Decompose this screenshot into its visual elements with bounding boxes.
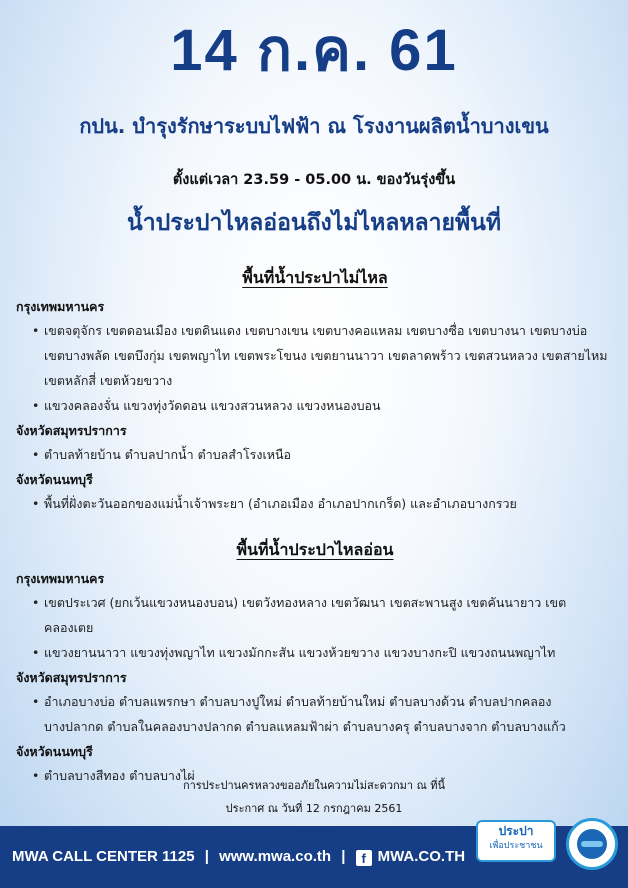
list-item: เขตบางพลัด เขตบึงกุ่ม เขตพญาไท เขตพระโขนง เขตยานนาวา เขตลาดพร้าว เขตสวนหลวง เขตสายไหม <box>44 348 608 363</box>
date-heading: 14 ก.ค. 61 <box>170 18 458 83</box>
area-list <box>16 442 614 467</box>
time-range: ตั้งแต่เวลา 23.59 - 05.00 น. ของวันรุ่งขึ้น <box>172 172 456 188</box>
list-item: • แขวงยานนาวา แขวงทุ่งพญาไท แขวงมักกะสัน แขวงห้วยขวาง แขวงบางกะปิ แขวงถนนพญาไท <box>32 640 614 665</box>
mwa-emblem-icon <box>566 818 618 870</box>
prapa-logo <box>476 820 556 862</box>
footer-contact <box>12 846 465 868</box>
region-name: จังหวัดสมุทรปราการ <box>16 670 127 685</box>
list-item: • อำเภอบางบ่อ ตำบลแพรกษา ตำบลบางปูใหม่ ตำบลท้ายบ้านใหม่ ตำบลบางด้วน ตำบลปากคลอง <box>32 689 614 714</box>
separator: | <box>204 848 209 865</box>
area-list <box>16 689 614 739</box>
list-item: • เขตจตุจักร เขตดอนเมือง เขตดินแดง เขตบางเขน เขตบางคอแหลม เขตบางซื่อ เขตบางนา เขตบางบ่อ <box>32 318 614 343</box>
notice <box>0 774 628 820</box>
region-name: กรุงเทพมหานคร <box>16 571 105 586</box>
headline: กปน. บำรุงรักษาระบบไฟฟ้า ณ โรงงานผลิตน้ำบางเขน <box>79 114 549 138</box>
list-item: • แขวงคลองจั่น แขวงทุ่งวัดดอน แขวงสวนหลวง แขวงหนองบอน <box>32 393 614 418</box>
announcement-date: ประกาศ ณ วันที่ 12 กรกฎาคม 2561 <box>225 802 403 815</box>
list-item: เขตหลักสี่ เขตห้วยขวาง <box>44 373 173 388</box>
area-list <box>16 491 614 516</box>
low-flow-title: พื้นที่น้ำประปาไหลอ่อน <box>236 540 394 559</box>
region-name: จังหวัดนนทบุรี <box>16 472 93 487</box>
list-item: บางปลากด ตำบลในคลองบางปลากด ตำบลแหลมฟ้าผ่า ตำบลบางครุ ตำบลบางจาก ตำบลบางแก้ว <box>44 719 566 734</box>
region-name: จังหวัดสมุทรปราการ <box>16 423 127 438</box>
list-item: • ตำบลท้ายบ้าน ตำบลปากน้ำ ตำบลสำโรงเหนือ <box>32 442 614 467</box>
separator: | <box>341 848 346 865</box>
list-item: • พื้นที่ฝั่งตะวันออกของแม่น้ำเจ้าพระยา (อำเภอเมือง อำเภอปากเกร็ด) และอำเภอบางกรวย <box>32 491 614 516</box>
area-list <box>16 590 614 665</box>
website-link[interactable]: www.mwa.co.th <box>219 848 332 865</box>
region-name: กรุงเทพมหานคร <box>16 299 105 314</box>
logo-secondary-text: เพื่อประชาชน <box>489 841 543 851</box>
area-list <box>16 318 614 418</box>
list-item: • ตำบลบางสีทอง ตำบลบางไผ่ <box>32 763 614 788</box>
facebook-icon: f <box>356 850 372 866</box>
apology-text: การประปานครหลวงขออภัยในความไม่สะดวกมา ณ ที่นี้ <box>182 779 446 792</box>
list-item: • เขตประเวศ (ยกเว้นแขวงหนองบอน) เขตวังทองหลาง เขตวัฒนา เขตสะพานสูง เขตคันนายาว เขตคลองเตย <box>32 590 614 640</box>
call-center: MWA CALL CENTER 1125 <box>12 848 195 865</box>
facebook-link[interactable]: MWA.CO.TH <box>377 848 466 865</box>
logo-primary-text: ประปา <box>498 824 534 838</box>
region-name: จังหวัดนนทบุรี <box>16 744 93 759</box>
main-message: น้ำประปาไหลอ่อนถึงไม่ไหลหลายพื้นที่ <box>126 210 502 236</box>
no-flow-title: พื้นที่น้ำประปาไม่ไหล <box>242 268 388 287</box>
low-flow-section <box>16 538 614 790</box>
no-flow-section <box>16 266 614 518</box>
